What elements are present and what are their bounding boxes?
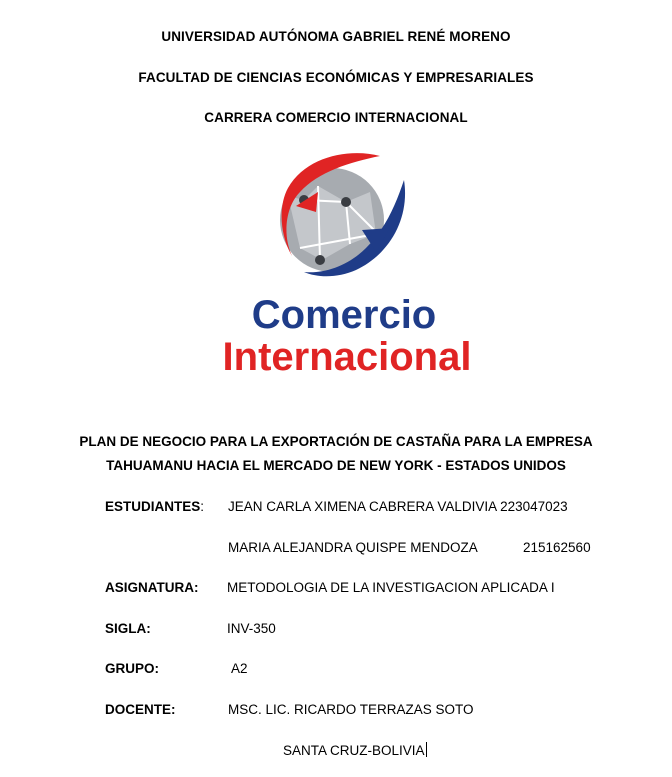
- group-value: A2: [231, 661, 248, 676]
- plan-title-line1: PLAN DE NEGOCIO PARA LA EXPORTACIÓN DE CASTAÑA PARA LA EMPRESA: [79, 434, 593, 449]
- logo-word-comercio: Comercio: [251, 293, 437, 337]
- university-name: UNIVERSIDAD AUTÓNOMA GABRIEL RENÉ MORENO: [161, 29, 511, 44]
- student-1: JEAN CARLA XIMENA CABRERA VALDIVIA 223047023: [228, 499, 568, 514]
- code-label: SIGLA:: [105, 621, 151, 636]
- comercio-internacional-logo: [200, 148, 500, 386]
- text-cursor: [426, 742, 427, 757]
- group-label: GRUPO:: [105, 661, 159, 676]
- career-name: CARRERA COMERCIO INTERNACIONAL: [204, 110, 468, 125]
- subject-label: ASIGNATURA:: [105, 580, 199, 595]
- plan-title-line2: TAHUAMANU HACIA EL MERCADO DE NEW YORK - ESTADOS UNIDOS: [106, 458, 566, 473]
- teacher-value: MSC. LIC. RICARDO TERRAZAS SOTO: [228, 702, 474, 717]
- student-2-id: 215162560: [523, 540, 591, 555]
- footer-place: SANTA CRUZ-BOLIVIA: [283, 743, 425, 758]
- student-2-name: MARIA ALEJANDRA QUISPE MENDOZA: [228, 540, 478, 555]
- students-label: ESTUDIANTES:: [105, 499, 205, 514]
- code-value: INV-350: [227, 621, 276, 636]
- subject-value: METODOLOGIA DE LA INVESTIGACION APLICADA I: [227, 580, 555, 595]
- faculty-name: FACULTAD DE CIENCIAS ECONÓMICAS Y EMPRESARIALES: [138, 70, 534, 85]
- logo-word-internacional: Internacional: [222, 335, 472, 379]
- teacher-label: DOCENTE:: [105, 702, 176, 717]
